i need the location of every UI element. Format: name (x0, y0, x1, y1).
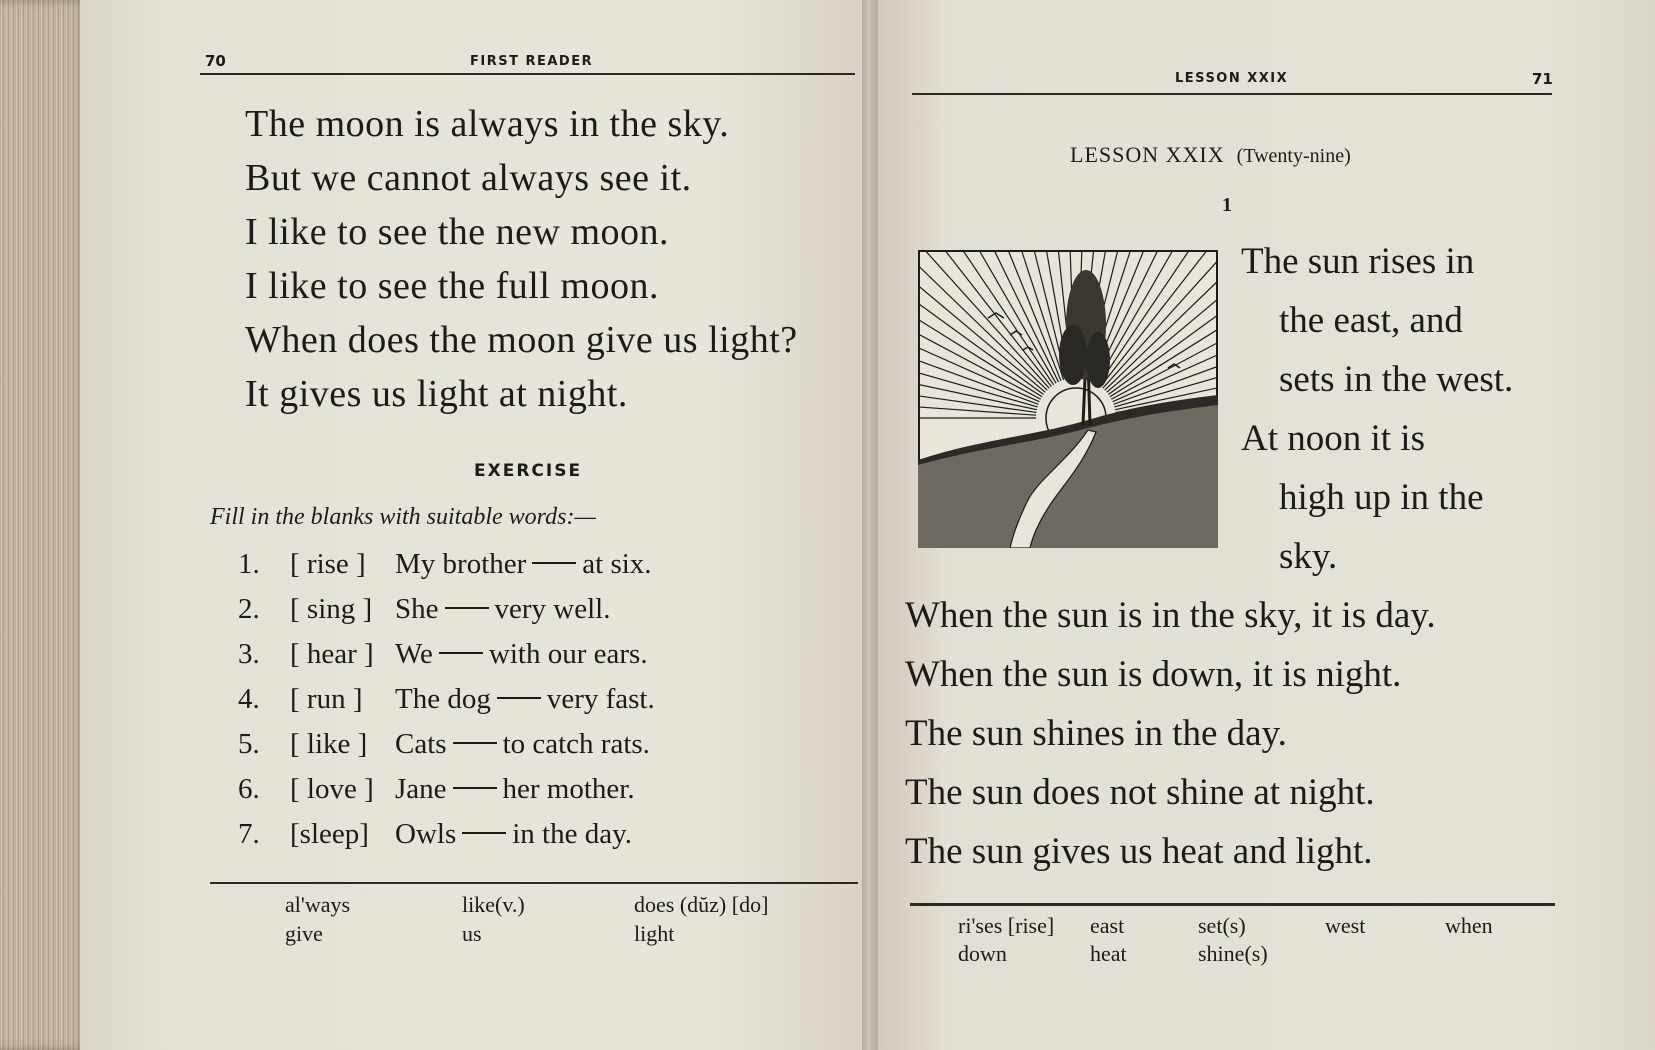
sunrise-tree-path-illustration (918, 250, 1218, 548)
item-after: very fast. (546, 683, 655, 715)
item-after: her mother. (502, 773, 635, 805)
blank-line (453, 787, 497, 789)
blank-line (462, 832, 506, 834)
wrapped-line: At noon it is (1241, 418, 1425, 459)
left-header-rule (200, 73, 855, 75)
lesson-title: LESSON XXIX (1070, 142, 1225, 167)
text-line: I like to see the new moon. (245, 211, 670, 253)
left-page-number: 70 (205, 52, 226, 70)
exercise-item (238, 683, 655, 728)
wrapped-line: the east, and (1279, 300, 1463, 341)
blank-line (439, 652, 483, 654)
exercise-item (238, 638, 655, 683)
item-after: very well. (494, 593, 611, 625)
item-hint: [ rise ] (290, 548, 366, 580)
item-hint: [ sing ] (290, 593, 373, 625)
text-line: The sun does not shine at night. (905, 772, 1375, 813)
right-page-number: 71 (1532, 70, 1553, 88)
item-before: Jane (395, 773, 447, 805)
text-line: But we cannot always see it. (245, 157, 692, 199)
item-hint: [ like ] (290, 728, 368, 760)
vocab-word: us (462, 921, 482, 946)
item-number: 6. (238, 773, 260, 805)
blank-line (445, 607, 489, 609)
text-line: I like to see the full moon. (245, 265, 659, 307)
item-after: in the day. (512, 818, 632, 850)
vocab-word: down (958, 941, 1007, 966)
item-number: 2. (238, 593, 260, 625)
vocab-word: west (1325, 913, 1366, 938)
right-running-head: LESSON XXIX (1175, 71, 1289, 86)
exercise-title: EXERCISE (474, 461, 583, 481)
blank-line (532, 562, 576, 564)
wrapped-line: The sun rises in (1241, 241, 1475, 282)
vocab-word: shine(s) (1198, 941, 1268, 966)
vocab-word: like(v.) (462, 892, 525, 917)
vocab-word: ri'ses [rise] (958, 913, 1055, 938)
vocab-word: light (634, 921, 675, 946)
item-hint: [ hear ] (290, 638, 374, 670)
exercise-item (238, 773, 655, 818)
item-hint: [ love ] (290, 773, 374, 805)
vocab-word: heat (1090, 941, 1127, 966)
text-line: When does the moon give us light? (245, 319, 798, 361)
item-hint: [sleep] (290, 818, 369, 850)
exercise-instruction: Fill in the blanks with suitable words:— (210, 504, 596, 530)
book-gutter (862, 0, 878, 1050)
item-before: Owls (395, 818, 457, 850)
exercise-item (238, 728, 655, 773)
item-number: 1. (238, 548, 260, 580)
item-after: at six. (582, 548, 652, 580)
item-before: We (395, 638, 433, 670)
exercise-item (238, 548, 655, 593)
item-before: Cats (395, 728, 447, 760)
text-line: When the sun is down, it is night. (905, 654, 1402, 695)
left-running-head: FIRST READER (470, 54, 594, 69)
item-number: 5. (238, 728, 260, 760)
section-number: 1 (1222, 194, 1232, 216)
page-edges (0, 0, 88, 1050)
wrapped-line: sky. (1279, 536, 1338, 577)
item-number: 7. (238, 818, 260, 850)
vocab-word: set(s) (1198, 913, 1246, 938)
right-footer-rule (910, 903, 1555, 906)
exercise-item (238, 818, 655, 863)
exercise-list (238, 548, 655, 863)
blank-line (497, 697, 541, 699)
text-line: When the sun is in the sky, it is day. (905, 595, 1436, 636)
text-line: The sun shines in the day. (905, 713, 1287, 754)
item-before: She (395, 593, 439, 625)
blank-line (453, 742, 497, 744)
item-before: My brother (395, 548, 527, 580)
item-number: 4. (238, 683, 260, 715)
item-before: The dog (395, 683, 491, 715)
wrapped-line: sets in the west. (1279, 359, 1514, 400)
left-footer-rule (210, 882, 858, 884)
item-number: 3. (238, 638, 260, 670)
vocab-word: al'ways (285, 892, 351, 917)
wrapped-line: high up in the (1279, 477, 1484, 518)
exercise-item (238, 593, 655, 638)
text-line: The moon is always in the sky. (245, 103, 730, 145)
text-line: It gives us light at night. (245, 373, 628, 415)
vocab-word: give (285, 921, 323, 946)
item-hint: [ run ] (290, 683, 363, 715)
vocab-word: when (1445, 913, 1493, 938)
vocab-word: does (dŭz) [do] (634, 892, 769, 917)
text-line: The sun gives us heat and light. (905, 831, 1373, 872)
lesson-subtitle: (Twenty-nine) (1236, 145, 1351, 167)
right-header-rule (912, 93, 1552, 95)
vocab-word: east (1090, 913, 1125, 938)
item-after: to catch rats. (502, 728, 650, 760)
lesson-heading (1070, 142, 1351, 168)
item-after: with our ears. (488, 638, 648, 670)
